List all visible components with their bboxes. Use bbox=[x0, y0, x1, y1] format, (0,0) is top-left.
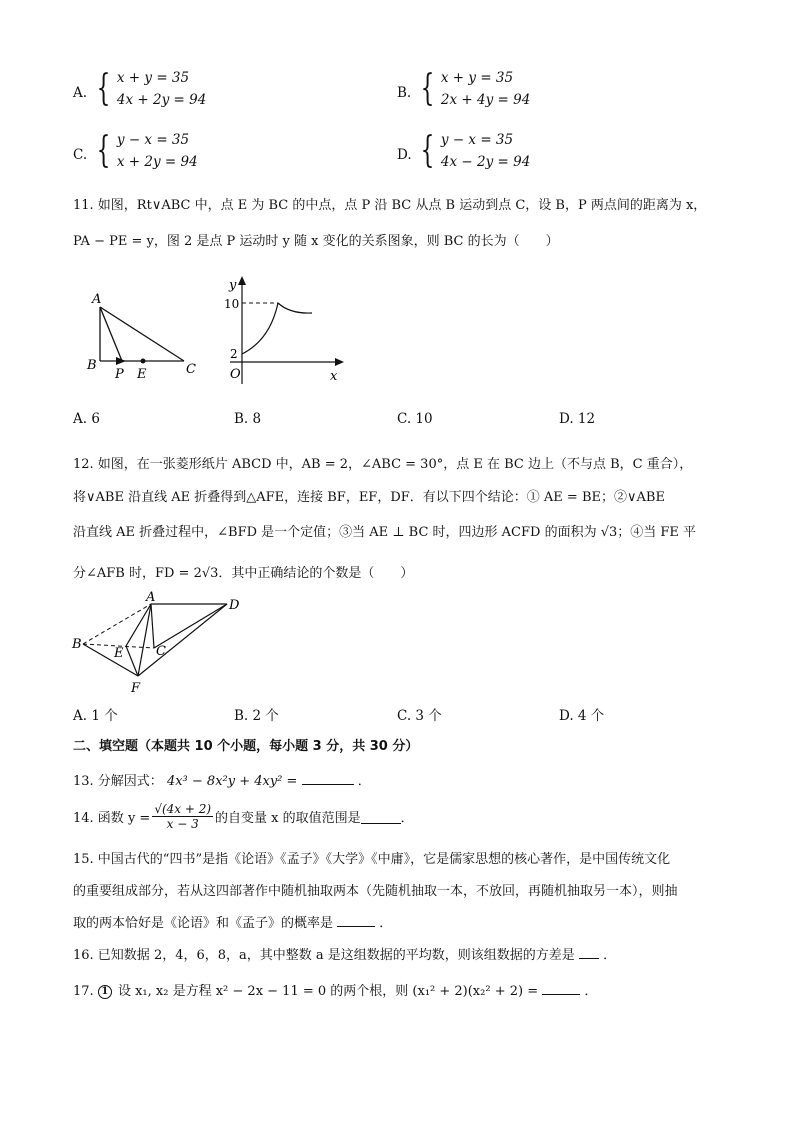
q13-prefix: 13. 分解因式： bbox=[73, 774, 163, 789]
label-x: x bbox=[330, 369, 338, 384]
segment-ac bbox=[151, 604, 154, 648]
q16-text: 16. 已知数据 2，4，6，8，a，其中整数 a 是这组数据的平均数，则该组数据的方差是 bbox=[73, 948, 575, 963]
q14-row bbox=[73, 802, 414, 831]
q11-figure1-triangle bbox=[80, 285, 210, 385]
q12-option-b: B. 2 个 bbox=[234, 708, 279, 724]
label-10: 10 bbox=[224, 297, 240, 311]
label-e: E bbox=[114, 646, 124, 661]
y-axis-arrow-icon bbox=[238, 276, 246, 285]
q11-text-line1: 11. 如图，Rt∨ABC 中，点 E 为 BC 的中点，点 P 沿 BC 从点 B 运动到点 C，设 B，P 两点间的距离为 x， bbox=[73, 198, 707, 213]
q14-suffix: 的自变量 x 的取值范围是 bbox=[215, 811, 361, 826]
q12-text-line3: 沿直线 AE 折叠过程中，∠BFD 是一个定值；③当 AE ⊥ BC 时，四边形 ACFD 的面积为 √3；④当 FE 平 bbox=[73, 525, 697, 540]
q13-row bbox=[73, 770, 371, 789]
q11-option-c: C. 10 bbox=[397, 411, 433, 427]
q15-answer-blank[interactable] bbox=[337, 926, 375, 927]
section2-heading: 二、填空题（本题共 10 个小题，每小题 3 分，共 30 分） bbox=[73, 739, 419, 754]
q16-answer-blank[interactable] bbox=[579, 958, 599, 959]
q13-suffix: ． bbox=[357, 774, 371, 789]
q12-figure-rhombus bbox=[70, 590, 250, 700]
q11-option-b: B. 8 bbox=[234, 411, 262, 427]
q12-option-c: C. 3 个 bbox=[397, 708, 442, 724]
q12-text-line1: 12. 如图，在一张菱形纸片 ABCD 中，AB = 2，∠ABC = 30°，点 E 在 BC 边上（不与点 B，C 重合）， bbox=[73, 457, 693, 472]
q13-expression: 4x³ − 8x²y + 4xy² = bbox=[166, 774, 298, 789]
segment-ba-dashed bbox=[83, 604, 151, 644]
label-p: P bbox=[115, 367, 124, 382]
q12-text-line2: 将∨ABE 沿直线 AE 折叠得到△AFE，连接 BF，EF，DF．有以下四个结论：① AE = BE；②∨ABE bbox=[73, 490, 665, 505]
q10-d-eq2: 4x − 2y = 94 bbox=[440, 154, 531, 170]
q17-row bbox=[73, 980, 597, 999]
q10-b-eq2: 2x + 4y = 94 bbox=[440, 92, 531, 108]
q10-option-b-label: B. bbox=[397, 85, 412, 101]
q17-text: 设 x₁, x₂ 是方程 x² − 2x − 11 = 0 的两个根，则 (x₁² + 2)(x₂² + 2) = bbox=[117, 984, 539, 999]
segment-ap bbox=[100, 307, 122, 361]
q11-text-line2: PA − PE = y，图 2 是点 P 运动时 y 随 x 变化的关系图象，则 BC 的长为（ ） bbox=[73, 234, 559, 249]
q17-circled-1-icon: 1 bbox=[98, 985, 112, 999]
q14-fraction bbox=[152, 802, 213, 831]
q16-row bbox=[73, 944, 616, 963]
segment-ef bbox=[126, 646, 138, 676]
q10-option-d-system: { y − x = 35 4x − 2y = 94 bbox=[420, 130, 531, 171]
q14-numerator: √(4x + 2) bbox=[154, 802, 212, 816]
q10-option-c-system: { y − x = 35 x + 2y = 94 bbox=[96, 130, 198, 171]
label-2: 2 bbox=[230, 347, 238, 361]
q14-prefix: 14. 函数 y = bbox=[73, 811, 151, 826]
q12-option-d: D. 4 个 bbox=[559, 708, 605, 724]
q11-option-a: A. 6 bbox=[73, 411, 100, 427]
q12-text-line4: 分∠AFB 时，FD = 2√3．其中正确结论的个数是（ ） bbox=[73, 566, 414, 581]
q13-answer-blank[interactable] bbox=[302, 784, 354, 785]
q10-option-b-system: { x + y = 35 2x + 4y = 94 bbox=[420, 68, 531, 109]
curve-rising bbox=[242, 303, 278, 354]
q17-number: 17. bbox=[73, 984, 94, 999]
segment-ac bbox=[100, 307, 184, 361]
q10-option-a-label: A. bbox=[73, 85, 88, 101]
q14-answer-blank[interactable] bbox=[361, 809, 401, 824]
label-c: C bbox=[186, 362, 196, 377]
q10-c-eq1: y − x = 35 bbox=[116, 132, 190, 148]
q10-d-eq1: y − x = 35 bbox=[440, 132, 514, 148]
label-b: B bbox=[72, 637, 82, 652]
label-e: E bbox=[137, 367, 147, 382]
q15-end: ． bbox=[379, 916, 393, 931]
x-axis-arrow-icon bbox=[335, 358, 344, 366]
q17-end: ． bbox=[584, 984, 598, 999]
label-o: O bbox=[230, 367, 241, 382]
label-a: A bbox=[92, 292, 102, 307]
q15-row3 bbox=[73, 912, 392, 931]
label-y: y bbox=[229, 278, 237, 293]
q10-option-a-system: { x + y = 35 4x + 2y = 94 bbox=[96, 68, 207, 109]
q14-end: ． bbox=[400, 811, 414, 826]
label-f: F bbox=[131, 681, 141, 696]
curve-falling bbox=[278, 303, 312, 313]
q17-answer-blank[interactable] bbox=[542, 994, 580, 995]
q16-end: ． bbox=[603, 948, 617, 963]
label-a: A bbox=[146, 590, 156, 605]
q10-option-c-label: C. bbox=[73, 147, 88, 163]
q11-figure2-graph bbox=[220, 272, 350, 390]
q10-b-eq1: x + y = 35 bbox=[440, 70, 514, 86]
segment-dc bbox=[154, 604, 227, 648]
label-b: B bbox=[87, 358, 97, 373]
q15-text-line2: 的重要组成部分，若从这四部著作中随机抽取两本（先随机抽取一本，不放回，再随机抽取另一本），则抽 bbox=[73, 884, 678, 899]
q14-denominator: x − 3 bbox=[166, 817, 199, 831]
label-c: C bbox=[156, 644, 166, 659]
q15-text-line1: 15. 中国古代的“四书”是指《论语》《孟子》《大学》《中庸》，它是儒家思想的核心著作，是中国传统文化 bbox=[73, 852, 671, 867]
q10-a-eq1: x + y = 35 bbox=[116, 70, 190, 86]
q10-option-d-label: D. bbox=[397, 147, 412, 163]
q11-option-d: D. 12 bbox=[559, 411, 596, 427]
q10-c-eq2: x + 2y = 94 bbox=[116, 154, 198, 170]
q10-a-eq2: 4x + 2y = 94 bbox=[116, 92, 207, 108]
point-e bbox=[141, 359, 146, 364]
q12-option-a: A. 1 个 bbox=[73, 708, 118, 724]
segment-bf bbox=[83, 644, 138, 676]
label-d: D bbox=[229, 598, 240, 613]
q15-text-line3: 取的两本恰好是《论语》和《孟子》的概率是 bbox=[73, 916, 334, 931]
